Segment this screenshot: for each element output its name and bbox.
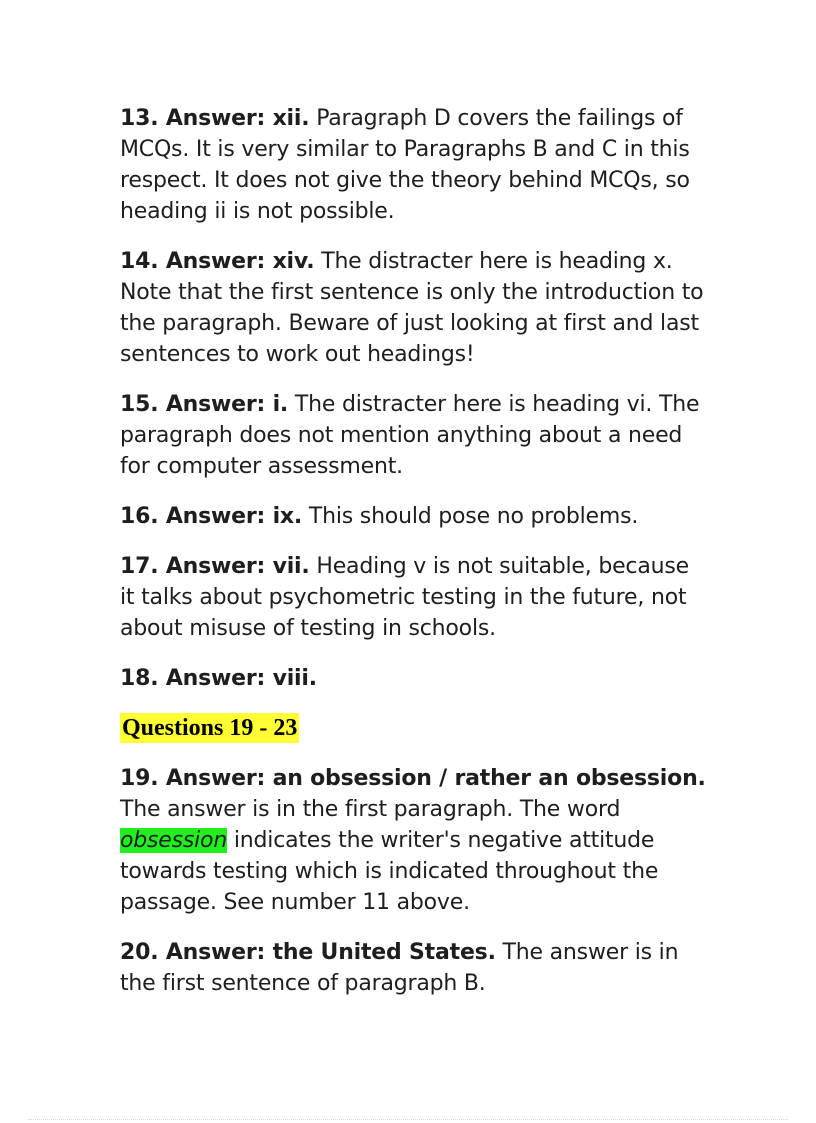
- answer-text: This should pose no problems.: [302, 504, 639, 529]
- answer-text: Heading v is not suitable, because it talks about psychometric testing in the future, not about misuse of testing in schools.: [120, 554, 689, 641]
- answer-16: [120, 501, 710, 532]
- answer-15: [120, 389, 710, 482]
- answer-label: 20. Answer: the United States.: [120, 940, 496, 965]
- section-heading: Questions 19 - 23: [122, 715, 298, 741]
- answer-page: [120, 103, 710, 1018]
- answer-label: 16. Answer: ix.: [120, 504, 303, 529]
- answer-label: 18. Answer: viii.: [120, 666, 317, 691]
- answer-label: 13. Answer: xii.: [120, 106, 310, 131]
- answer-text: The distracter here is heading x. Note that the first sentence is only the introduction to the paragraph. Beware of just looking at first and last sentences to work out headings!: [120, 249, 704, 367]
- answer-18: [120, 663, 710, 694]
- answer-text: Paragraph D covers the failings of MCQs. It is very similar to Paragraphs B and C in this respect. It does not give the theory behind MCQs, so heading ii is not possible.: [120, 106, 690, 224]
- answer-label: 17. Answer: vii.: [120, 554, 310, 579]
- answer-label: 19. Answer: an obsession / rather an obsession.: [120, 766, 706, 791]
- highlighted-word: obsession: [120, 828, 228, 853]
- answer-17: [120, 551, 710, 644]
- page-bottom-divider: [28, 1119, 788, 1120]
- answer-text: The distracter here is heading vi. The paragraph does not mention anything about a need for computer assessment.: [120, 392, 700, 479]
- answer-13: [120, 103, 710, 227]
- answer-text: The answer is in the first paragraph. The word: [120, 797, 621, 822]
- answer-label: 14. Answer: xiv.: [120, 249, 315, 274]
- answer-text: indicates the writer's negative attitude towards testing which is indicated throughout the passage. See number 11 above.: [120, 828, 659, 915]
- section-heading-wrapper: [120, 713, 710, 763]
- answer-19: [120, 763, 710, 918]
- answer-14: [120, 246, 710, 370]
- answer-20: [120, 937, 710, 999]
- answer-label: 15. Answer: i.: [120, 392, 289, 417]
- answer-text: The answer is in the first sentence of paragraph B.: [120, 940, 679, 996]
